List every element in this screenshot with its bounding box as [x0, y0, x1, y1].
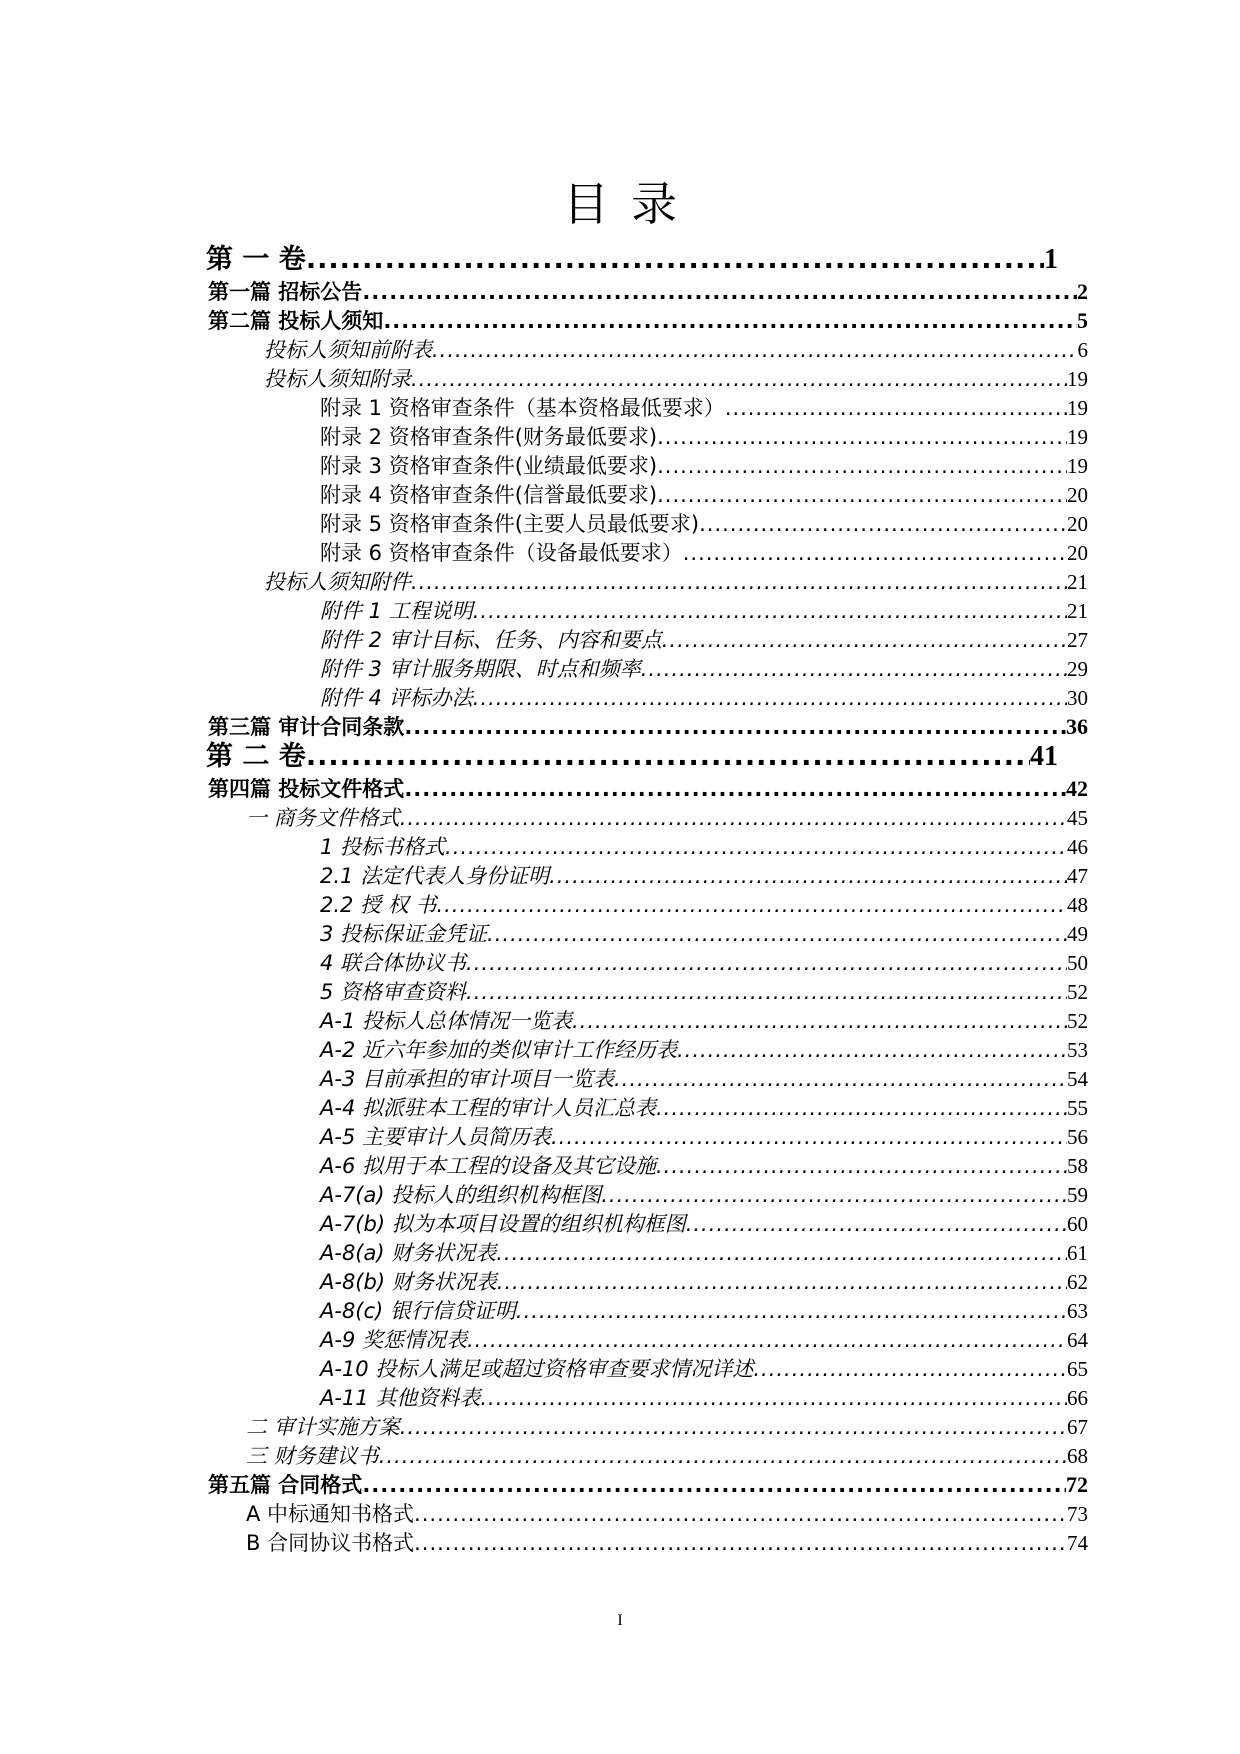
- toc-entry-label: 投标人须知前附表: [264, 338, 432, 362]
- leader-dots: [549, 863, 1067, 889]
- toc-entry-part-2[interactable]: [208, 308, 1088, 334]
- toc-entry-label: 附件 3 审计服务期限、时点和频率: [320, 657, 641, 681]
- toc-entry[interactable]: [320, 424, 1088, 450]
- leader-dots: [641, 656, 1067, 682]
- leader-dots: [445, 834, 1067, 860]
- toc-entry-label: 附件 4 评标办法: [320, 686, 473, 710]
- toc-entry-label: 3 投标保证金凭证: [320, 922, 488, 946]
- toc-entry[interactable]: [320, 863, 1088, 889]
- toc-entry-label: 4 联合体协议书: [320, 951, 467, 975]
- toc-entry-page: 19: [1067, 367, 1088, 391]
- leader-dots: [404, 776, 1066, 802]
- leader-dots: [383, 308, 1077, 334]
- toc-entry[interactable]: [320, 1037, 1088, 1063]
- toc-entry-page: 52: [1067, 1009, 1088, 1033]
- toc-entry-label: A-10 投标人满足或超过资格审查要求情况详述: [320, 1357, 754, 1381]
- toc-entry[interactable]: [320, 511, 1088, 537]
- toc-entry-page: 53: [1067, 1038, 1088, 1062]
- toc-entry[interactable]: [264, 569, 1088, 595]
- toc-entry-label: A-11 其他资料表: [320, 1386, 481, 1410]
- toc-entry-label: A-7(a) 投标人的组织机构框图: [320, 1183, 602, 1207]
- toc-entry-part-1[interactable]: [208, 279, 1088, 305]
- toc-entry-label: 附录 2 资格审查条件(财务最低要求): [320, 425, 658, 449]
- toc-entry-page: 2: [1077, 279, 1088, 304]
- toc-entry[interactable]: [246, 1414, 1088, 1440]
- leader-dots: [686, 1211, 1067, 1237]
- leader-dots: [657, 424, 1067, 450]
- leader-dots: [656, 1095, 1067, 1121]
- toc-entry-label: 一 商务文件格式: [246, 806, 400, 830]
- leader-dots: [466, 979, 1067, 1005]
- toc-entry-page: 72: [1066, 1472, 1088, 1497]
- toc-entry-page: 74: [1067, 1531, 1088, 1555]
- toc-entry[interactable]: [320, 921, 1088, 947]
- toc-entry-part-4[interactable]: [208, 776, 1088, 802]
- toc-entry-page: 21: [1067, 570, 1088, 594]
- leader-dots: [473, 598, 1067, 624]
- toc-entry[interactable]: [320, 1211, 1088, 1237]
- toc-entry-page: 45: [1067, 806, 1088, 830]
- toc-entry-label: 第二篇 投标人须知: [208, 309, 384, 333]
- toc-entry-label: 投标人须知附录: [264, 367, 411, 391]
- toc-entry[interactable]: [320, 685, 1088, 711]
- toc-entry[interactable]: [246, 1501, 1088, 1527]
- leader-dots: [414, 1530, 1067, 1556]
- toc-entry[interactable]: [320, 1356, 1088, 1382]
- toc-entry[interactable]: [320, 656, 1088, 682]
- leader-dots: [362, 279, 1077, 305]
- toc-entry-label: 第一篇 招标公告: [208, 280, 363, 304]
- leader-dots: [362, 1472, 1066, 1498]
- toc-entry-label: 附件 2 审计目标、任务、内容和要点: [320, 628, 662, 652]
- leader-dots: [753, 1356, 1067, 1382]
- toc-entry[interactable]: [264, 337, 1088, 363]
- toc-entry-label: 第 一 卷: [206, 244, 306, 275]
- toc-entry-label: 附录 6 资格审查条件（设备最低要求）: [320, 541, 683, 565]
- toc-entry-page: 46: [1067, 835, 1088, 859]
- toc-entry-label: A-8(b) 财务状况表: [320, 1270, 497, 1294]
- toc-entry-page: 48: [1067, 893, 1088, 917]
- toc-entry[interactable]: [320, 453, 1088, 479]
- toc-entry-page: 65: [1067, 1357, 1088, 1381]
- toc-entry-page: 21: [1067, 599, 1088, 623]
- toc-entry-page: 61: [1067, 1241, 1088, 1265]
- leader-dots: [551, 1124, 1067, 1150]
- toc-entry-page: 54: [1067, 1067, 1088, 1091]
- toc-entry-label: A-9 奖惩情况表: [320, 1328, 467, 1352]
- leader-dots: [487, 921, 1067, 947]
- toc-entry-label: 1 投标书格式: [320, 835, 446, 859]
- toc-entry-page: 19: [1067, 396, 1088, 420]
- toc-entry-page: 64: [1067, 1328, 1088, 1352]
- toc-entry-page: 27: [1067, 628, 1088, 652]
- toc-entry[interactable]: [246, 1530, 1088, 1556]
- toc-entry-page: 63: [1067, 1299, 1088, 1323]
- toc-entry[interactable]: [320, 1182, 1088, 1208]
- toc-entry-page: 1: [1044, 244, 1058, 275]
- leader-dots: [614, 1066, 1067, 1092]
- toc-entry-page: 58: [1067, 1154, 1088, 1178]
- toc-entry-page: 52: [1067, 980, 1088, 1004]
- toc-entry-label: 第五篇 合同格式: [208, 1473, 363, 1497]
- toc-entry-label: 投标人须知附件: [264, 570, 411, 594]
- toc-entry-label: A-2 近六年参加的类似审计工作经历表: [320, 1038, 677, 1062]
- toc-entry-page: 19: [1067, 425, 1088, 449]
- toc-entry-page: 73: [1067, 1502, 1088, 1526]
- toc-entry-label: 第 二 卷: [206, 741, 306, 772]
- leader-dots: [414, 1501, 1067, 1527]
- leader-dots: [432, 337, 1078, 363]
- page-title: 目录: [563, 177, 699, 231]
- toc-entry-page: 36: [1066, 714, 1088, 739]
- leader-dots: [657, 482, 1067, 508]
- toc-entry[interactable]: [320, 1385, 1088, 1411]
- leader-dots: [379, 1443, 1067, 1469]
- toc-entry-label: 二 审计实施方案: [246, 1415, 400, 1439]
- leader-dots: [572, 1008, 1067, 1034]
- toc-entry-label: A-8(a) 财务状况表: [320, 1241, 497, 1265]
- toc-entry-label: 附录 1 资格审查条件（基本资格最低要求）: [320, 396, 725, 420]
- toc-entry-page: 29: [1067, 657, 1088, 681]
- toc-entry[interactable]: [320, 1153, 1088, 1179]
- toc-entry[interactable]: [246, 1443, 1088, 1469]
- toc-entry-page: 50: [1067, 951, 1088, 975]
- toc-entry[interactable]: [320, 892, 1088, 918]
- leader-dots: [404, 714, 1066, 740]
- toc-entry[interactable]: [320, 540, 1088, 566]
- toc-entry[interactable]: [320, 1124, 1088, 1150]
- leader-dots: [497, 1269, 1067, 1295]
- toc-entry-page: 20: [1067, 483, 1088, 507]
- leader-dots: [411, 366, 1067, 392]
- toc-entry-label: 附录 3 资格审查条件(业绩最低要求): [320, 454, 658, 478]
- toc-entry-page: 47: [1067, 864, 1088, 888]
- page-number: I: [617, 1612, 623, 1629]
- toc-entry-label: A-5 主要审计人员简历表: [320, 1125, 551, 1149]
- toc-entry-page: 6: [1077, 338, 1088, 362]
- toc-entry-part-5[interactable]: [208, 1472, 1088, 1498]
- leader-dots: [683, 540, 1067, 566]
- toc-entry[interactable]: [320, 1298, 1088, 1324]
- toc-entry-page: 68: [1067, 1444, 1088, 1468]
- toc-entry[interactable]: [320, 395, 1088, 421]
- leader-dots: [725, 395, 1067, 421]
- toc-entry-page: 67: [1067, 1415, 1088, 1439]
- toc-entry-label: 三 财务建议书: [246, 1444, 379, 1468]
- leader-dots: [496, 1240, 1067, 1266]
- leader-dots: [480, 1385, 1067, 1411]
- toc-entry-label: A-7(b) 拟为本项目设置的组织机构框图: [320, 1212, 686, 1236]
- toc-entry-label: 附件 1 工程说明: [320, 599, 473, 623]
- toc-entry-page: 49: [1067, 922, 1088, 946]
- toc-entry-page: 20: [1067, 512, 1088, 536]
- leader-dots: [677, 1037, 1067, 1063]
- leader-dots: [306, 742, 1030, 772]
- toc-entry-page: 59: [1067, 1183, 1088, 1207]
- leader-dots: [657, 453, 1067, 479]
- toc-entry-page: 30: [1067, 686, 1088, 710]
- toc-entry[interactable]: [264, 366, 1088, 392]
- toc-entry-label: A 中标通知书格式: [246, 1502, 415, 1526]
- toc-entry-label: A-1 投标人总体情况一览表: [320, 1009, 572, 1033]
- toc-entry-label: A-8(c) 银行信贷证明: [320, 1299, 516, 1323]
- toc-entry-page: 41: [1030, 741, 1058, 772]
- toc-entry[interactable]: [320, 482, 1088, 508]
- toc-entry-volume-1[interactable]: [206, 245, 1058, 275]
- toc-entry-page: 55: [1067, 1096, 1088, 1120]
- toc-entry-label: 附录 4 资格审查条件(信誉最低要求): [320, 483, 658, 507]
- toc-entry-page: 19: [1067, 454, 1088, 478]
- leader-dots: [516, 1298, 1067, 1324]
- toc-entry-label: 5 资格审查资料: [320, 980, 467, 1004]
- toc-entry-label: A-3 目前承担的审计项目一览表: [320, 1067, 614, 1091]
- toc-entry-label: A-6 拟用于本工程的设备及其它设施: [320, 1154, 656, 1178]
- toc-entry[interactable]: [320, 834, 1088, 860]
- leader-dots: [306, 245, 1044, 275]
- toc-entry-label: A-4 拟派驻本工程的审计人员汇总表: [320, 1096, 656, 1120]
- toc-entry-page: 62: [1067, 1270, 1088, 1294]
- toc-entry[interactable]: [320, 1240, 1088, 1266]
- toc-entry[interactable]: [320, 598, 1088, 624]
- toc-entry[interactable]: [246, 805, 1088, 831]
- toc-entry-page: 60: [1067, 1212, 1088, 1236]
- toc-entry-label: B 合同协议书格式: [246, 1531, 415, 1555]
- toc-entry-page: 66: [1067, 1386, 1088, 1410]
- toc-entry-part-3[interactable]: [208, 714, 1088, 740]
- toc-entry[interactable]: [320, 1269, 1088, 1295]
- toc-entry-label: 第四篇 投标文件格式: [208, 777, 405, 801]
- toc-entry[interactable]: [320, 950, 1088, 976]
- leader-dots: [699, 511, 1067, 537]
- leader-dots: [467, 1327, 1067, 1353]
- leader-dots: [466, 950, 1067, 976]
- toc-entry[interactable]: [320, 1327, 1088, 1353]
- leader-dots: [656, 1153, 1067, 1179]
- toc-entry[interactable]: [320, 1095, 1088, 1121]
- toc-entry-label: 2.1 法定代表人身份证明: [320, 864, 550, 888]
- leader-dots: [436, 892, 1067, 918]
- leader-dots: [473, 685, 1067, 711]
- leader-dots: [400, 1414, 1067, 1440]
- toc-entry[interactable]: [320, 627, 1088, 653]
- toc-entry-page: 20: [1067, 541, 1088, 565]
- toc-entry-label: 第三篇 审计合同条款: [208, 715, 405, 739]
- toc-entry-label: 2.2 授 权 书: [320, 893, 437, 917]
- leader-dots: [411, 569, 1067, 595]
- toc-entry[interactable]: [320, 1008, 1088, 1034]
- toc-entry-page: 5: [1077, 308, 1088, 333]
- toc-entry[interactable]: [320, 979, 1088, 1005]
- leader-dots: [400, 805, 1067, 831]
- toc-entry-page: 42: [1066, 776, 1088, 801]
- leader-dots: [662, 627, 1067, 653]
- toc-entry[interactable]: [320, 1066, 1088, 1092]
- toc-entry-page: 56: [1067, 1125, 1088, 1149]
- toc-entry-volume-2[interactable]: [206, 742, 1058, 772]
- toc-entry-label: 附录 5 资格审查条件(主要人员最低要求): [320, 512, 700, 536]
- leader-dots: [601, 1182, 1067, 1208]
